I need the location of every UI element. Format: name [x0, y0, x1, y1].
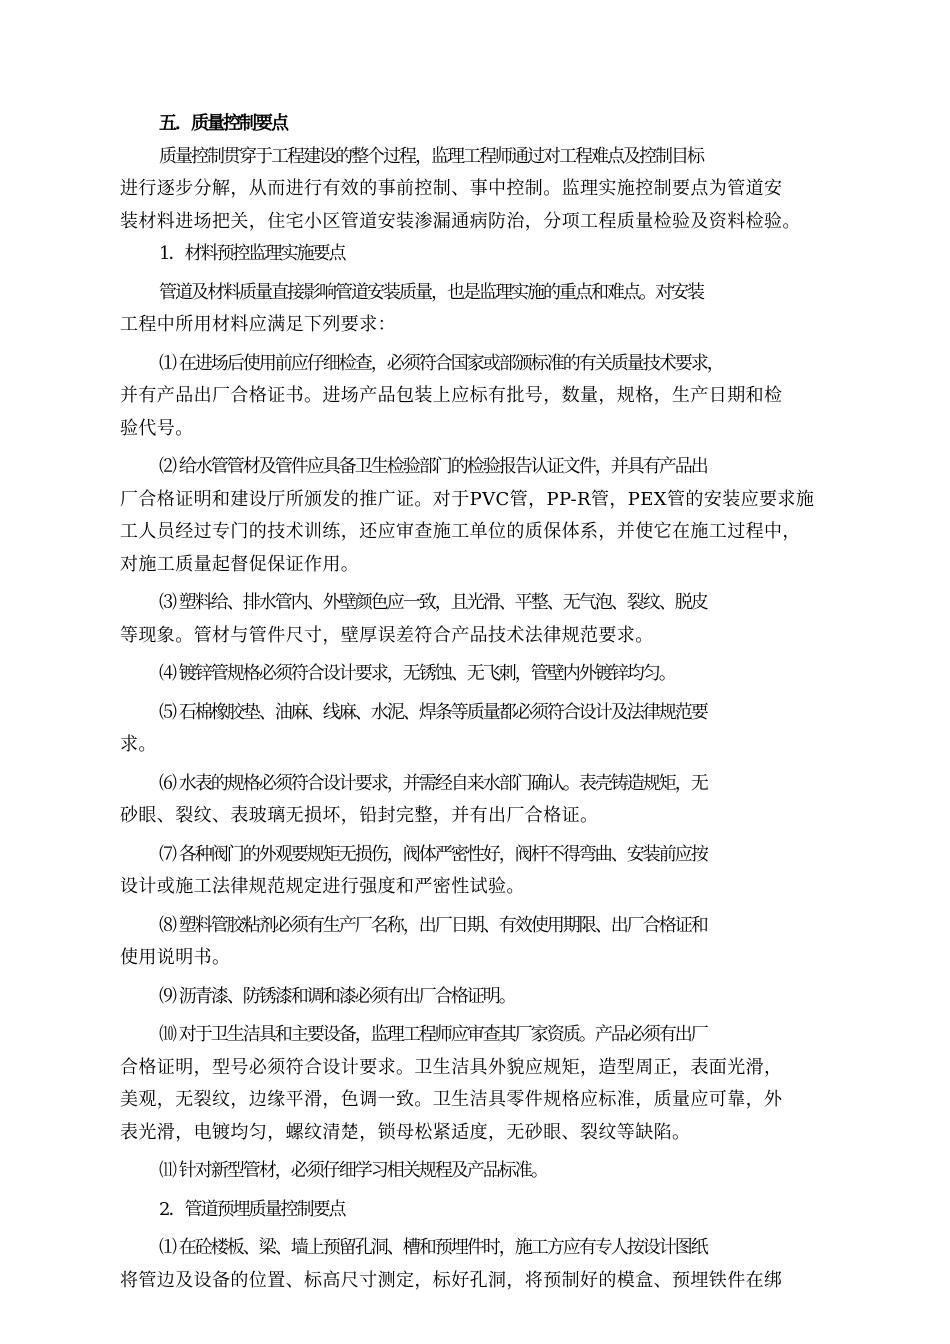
- list-item-line: 设计或施工法律规范规定进行强度和严密性试验。: [120, 876, 525, 897]
- paragraph-line: 质量控制贯穿于工程建设的整个过程，监理工程师通过对工程难点及控制目标: [159, 145, 703, 167]
- paragraph-line: 装材料进场把关，住宅小区管道安装渗漏通病防治，分项工程质量检验及资料检验。: [120, 210, 801, 232]
- list-item-line: 合格证明，型号必须符合设计要求。卫生洁具外貌应规矩，造型周正，表面光滑，: [120, 1056, 783, 1078]
- list-item-line: ⑾ 针对新型管材，必须仔细学习相关规程及产品标准。: [159, 1160, 547, 1181]
- list-item-line: 使用说明书。: [120, 947, 231, 968]
- list-item-line: ⑼ 沥青漆、防锈漆和调和漆必须有出厂合格证明。: [159, 985, 515, 1007]
- subsection-heading: 1．材料预控监理实施要点: [159, 243, 345, 264]
- list-item-line: 验代号。: [120, 417, 194, 439]
- list-item-line: ⑻ 塑料管胶粘剂必须有生产厂名称，出厂日期、有效使用期限、出厂合格证和: [159, 914, 707, 936]
- paragraph-line: 工程中所用材料应满足下列要求：: [120, 314, 396, 335]
- list-item-line: ⑺ 各种阀门的外观要规矩无损伤，阀体严密性好，阀杆不得弯曲、安装前应按: [159, 843, 707, 865]
- list-item-line: 并有产品出厂合格证书。进场产品包装上应标有批号，数量，规格，生产日期和检: [120, 385, 783, 406]
- list-item-line: 表光滑，电镀均匀，螺纹清楚，锁母松紧适度，无砂眼、裂纹等缺陷。: [120, 1121, 691, 1143]
- list-item-line: ⑴ 在进场后使用前应仔细检查，必须符合国家或部颁标准的有关质量技术要求，: [159, 352, 723, 374]
- list-item-line: 工人员经过专门的技术训练，还应审查施工单位的质保体系，并使它在施工过程中，: [120, 521, 801, 542]
- paragraph-line: 进行逐步分解，从而进行有效的事前控制、事中控制。监理实施控制要点为管道安: [120, 178, 783, 199]
- list-item-line: ⑶ 塑料给、排水管内、外壁颜色应一致，且光滑、平整、无气泡、裂纹、脱皮: [159, 592, 707, 613]
- list-item-line: ⑴ 在砼楼板、梁、墙上预留孔洞、槽和预埋件时，施工方应有专人按设计图纸: [159, 1237, 707, 1258]
- section-heading: 五．质量控制要点: [159, 113, 287, 134]
- list-item-line: ⑹ 水表的规格必须符合设计要求，并需经自来水部门确认。表壳铸造规矩，无: [159, 772, 707, 794]
- list-item-line: ⑽ 对于卫生洁具和主要设备，监理工程师应审查其厂家资质。产品必须有出厂: [159, 1024, 707, 1045]
- list-item-line: ⑵ 给水管管材及管件应具备卫生检验部门的检验报告认证文件，并具有产品出: [159, 456, 707, 477]
- list-item-line: 求。: [120, 734, 157, 755]
- list-item-line: 将管边及设备的位置、标高尺寸测定，标好孔洞，将预制好的模盒、预埋铁件在绑: [120, 1269, 783, 1291]
- list-item-line: ⑷ 镀锌管规格必须符合设计要求，无锈蚀、无飞刺，管壁内外镀锌均匀。: [159, 663, 675, 684]
- list-item-line: 等现象。管材与管件尺寸，壁厚误差符合产品技术法律规范要求。: [120, 624, 654, 646]
- list-item-line: 美观，无裂纹，边缘平滑，色调一致。卫生洁具零件规格应标准，质量应可靠，外: [120, 1089, 783, 1110]
- list-item-line: ⑸ 石棉橡胶垫、油麻、线麻、水泥、焊条等质量都必须符合设计及法律规范要: [159, 701, 707, 723]
- list-item-line: 砂眼、裂纹、表玻璃无损坏，铅封完整，并有出厂合格证。: [120, 805, 599, 826]
- document-page: [120, 108, 836, 1297]
- list-item-line: 对施工质量起督促保证作用。: [120, 553, 360, 575]
- subsection-heading: 2．管道预埋质量控制要点: [159, 1198, 345, 1220]
- paragraph-line: 管道及材料质量直接影响管道安装质量，也是监理实施的重点和难点。对安装: [159, 281, 703, 303]
- list-item-line: 厂合格证明和建设厅所颁发的推广证。对于PVC管，PP-R管，PEX管的安装应要求施: [120, 488, 815, 510]
